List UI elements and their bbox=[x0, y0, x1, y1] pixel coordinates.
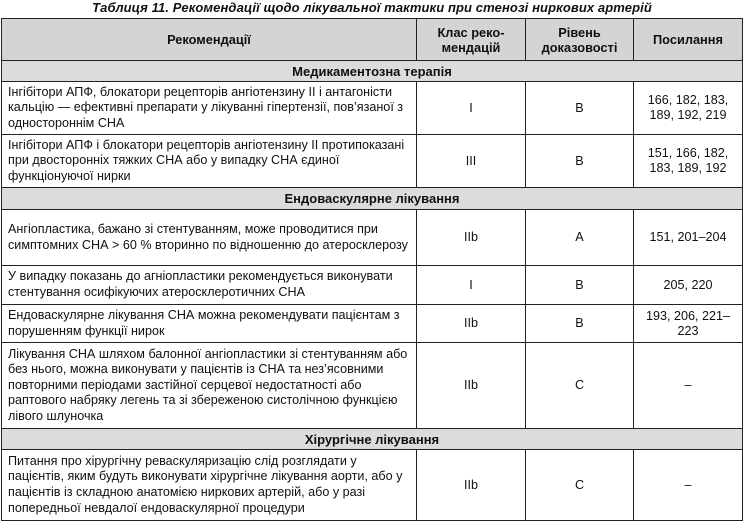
table-row bbox=[2, 135, 743, 188]
table-row bbox=[2, 266, 743, 305]
section-row bbox=[2, 61, 743, 82]
recommendation-cell: Ендоваскулярне лікування СНА можна рекомендувати пацієнтам з порушенням функції нирок bbox=[2, 305, 417, 343]
class-cell: IIb bbox=[417, 305, 526, 343]
header-class: Клас реко-мендацій bbox=[417, 19, 526, 61]
recommendation-cell: Лікування СНА шляхом балонної ангіопластики зі стентуванням або без нього, можна виконувати у пацієнтів із СНА та нез’ясовними повторними періодами застійної серцевої недостатності або раптового набряку легень та зі збереженою систолічною функцією лівого шлуночка bbox=[2, 343, 417, 429]
header-level: Рівень доказовості bbox=[526, 19, 634, 61]
section-title: Хірургічне лікування bbox=[2, 429, 743, 450]
section-row bbox=[2, 429, 743, 450]
references-cell: 193, 206, 221–223 bbox=[634, 305, 743, 343]
table-row bbox=[2, 210, 743, 266]
class-cell: IIb bbox=[417, 343, 526, 429]
level-cell: B bbox=[526, 266, 634, 305]
class-cell: I bbox=[417, 82, 526, 135]
references-cell: – bbox=[634, 450, 743, 521]
recommendation-cell: Питання про хірургічну реваскуляризацію слід розглядати у пацієнтів, яким будуть виконувати хірургічне лікування аорти, або у пацієнтів із складною анатомією ниркових артерій, або у разі попередньої невдалої ендоваскулярної процедури bbox=[2, 450, 417, 521]
header-references: Посилання bbox=[634, 19, 743, 61]
table-header-row bbox=[2, 19, 743, 61]
recommendations-table bbox=[1, 18, 743, 521]
references-cell: 151, 201–204 bbox=[634, 210, 743, 266]
section-title: Ендоваскулярне лікування bbox=[2, 188, 743, 210]
level-cell: B bbox=[526, 305, 634, 343]
level-cell: B bbox=[526, 82, 634, 135]
recommendation-cell: Інгібітори АПФ, блокатори рецепторів ангіотензину II і антагоністи кальцію — ефективні препарати у лікуванні гіпертензії, пов’язаної з одностороннім СНА bbox=[2, 82, 417, 135]
table-row bbox=[2, 82, 743, 135]
level-cell: C bbox=[526, 450, 634, 521]
section-row bbox=[2, 188, 743, 210]
class-cell: IIb bbox=[417, 450, 526, 521]
recommendation-cell: У випадку показань до агніопластики рекомендується виконувати стентування осифікуючих атеросклеротичних СНА bbox=[2, 266, 417, 305]
references-cell: 151, 166, 182, 183, 189, 192 bbox=[634, 135, 743, 188]
table-caption: Таблиця 11. Рекомендації щодо лікувальної тактики при стенозі ниркових артерій bbox=[92, 0, 652, 15]
references-cell: – bbox=[634, 343, 743, 429]
table-row bbox=[2, 450, 743, 521]
level-cell: B bbox=[526, 135, 634, 188]
recommendation-cell: Інгібітори АПФ і блокатори рецепторів ангіотензину II протипоказані при двосторонніх тяжких СНА або у випадку СНА єдиної функціонуючої нирки bbox=[2, 135, 417, 188]
header-recommendations: Рекомендації bbox=[2, 19, 417, 61]
section-title: Медикаментозна терапія bbox=[2, 61, 743, 82]
references-cell: 166, 182, 183, 189, 192, 219 bbox=[634, 82, 743, 135]
references-cell: 205, 220 bbox=[634, 266, 743, 305]
table-row bbox=[2, 343, 743, 429]
level-cell: C bbox=[526, 343, 634, 429]
class-cell: I bbox=[417, 266, 526, 305]
recommendation-cell: Ангіопластика, бажано зі стентуванням, може проводитися при симптомних СНА > 60 % вторинно по відношенню до атеросклерозу bbox=[2, 210, 417, 266]
class-cell: IIb bbox=[417, 210, 526, 266]
level-cell: A bbox=[526, 210, 634, 266]
class-cell: III bbox=[417, 135, 526, 188]
table-row bbox=[2, 305, 743, 343]
